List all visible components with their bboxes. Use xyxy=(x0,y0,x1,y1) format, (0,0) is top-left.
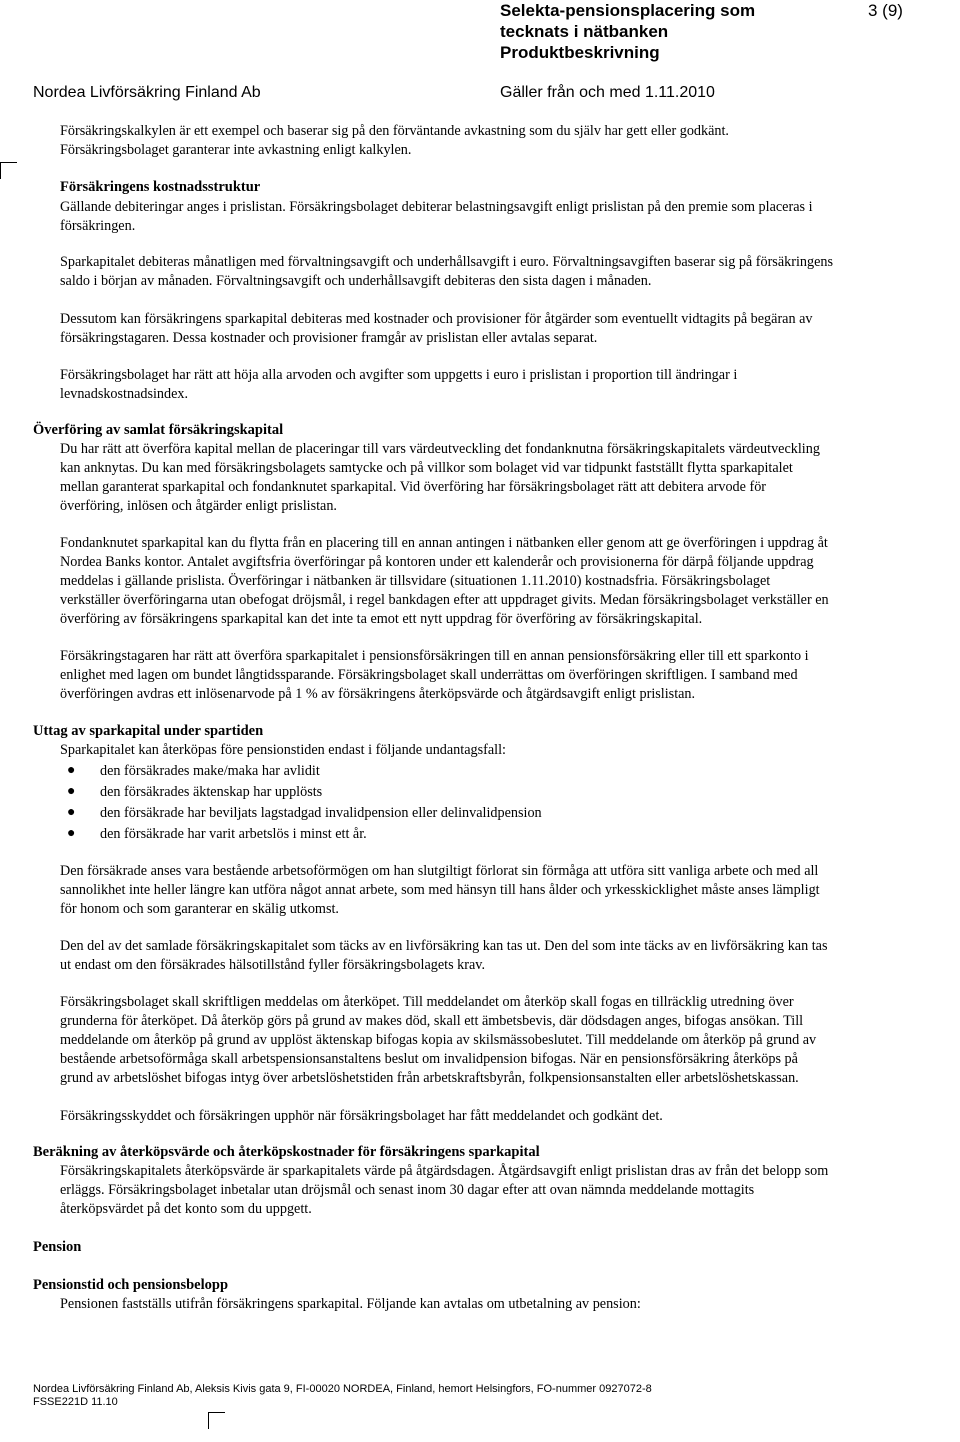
intro-line-2: Försäkringsbolaget garanterar inte avkastning enligt kalkylen. xyxy=(60,142,412,158)
bullet-2: ● xyxy=(67,784,76,799)
withdrawal-p2-line-1: Den del av det samlade försäkringskapitalet som täcks av en livförsäkring kan tas ut. Den del som inte täcks av en livförsäkring kan tas xyxy=(60,938,828,954)
transfer-p1-line-4: överföring, inlösen och åtgärder enligt prislistan. xyxy=(60,498,337,514)
intro-line-1: Försäkringskalkylen är ett exempel och baserar sig på den förväntande avkastning som du själv har gett eller godkänt. xyxy=(60,123,729,139)
withdrawal-bullet-1: den försäkrades make/maka har avlidit xyxy=(100,763,320,779)
withdrawal-bullet-2: den försäkrades äktenskap har upplösts xyxy=(100,784,323,800)
corner-mark-top xyxy=(0,162,17,179)
cost-p1-line-1: Gällande debiteringar anges i prislistan. Försäkringsbolaget debiterar belastningsavgift enligt prislistan på den premie som placeras i xyxy=(60,199,813,215)
bullet-3: ● xyxy=(67,805,76,820)
transfer-p2-line-5: överföring av försäkringens sparkapital kan det inte ta emot ett nytt uppdrag för överföring av försäkringskapital. xyxy=(60,611,703,627)
title-line-3: Produktbeskrivning xyxy=(500,43,660,62)
withdrawal-p3-line-5: grund av arbetslöshet bifogas intyg över arbetslöshetstiden från arbetskraftsbyrån, folkpensionsanstalten eller arbetslöshetskassan. xyxy=(60,1070,799,1086)
withdrawal-p1-line-1: Den försäkrade anses vara bestående arbetsoförmögen om han slutgiltigt förlorat sin förmåga att utföra sitt vanliga arbete och med all xyxy=(60,863,819,879)
withdrawal-p2-line-2: ut endast om den försäkrades hälsotillstånd fyller försäkringsbolagets krav. xyxy=(60,957,485,973)
transfer-p1-line-1: Du har rätt att överföra kapital mellan de placeringar till vars värdeutveckling det fondanknutna försäkringskapitalets värdeutveckling xyxy=(60,441,820,457)
cost-p3-line-2: försäkringstagaren. Dessa kostnader och provisioner framgår av prislistan eller avtalas separat. xyxy=(60,330,598,346)
calculation-heading: Beräkning av återköpsvärde och återköpskostnader för försäkringens sparkapital xyxy=(33,1144,540,1160)
withdrawal-p3-line-2: grunderna för återköpet. Då återköp görs på grund av makes död, skall ett ämbetsbevis, där dödsdagen anges, bifogas ansökan. Till xyxy=(60,1013,804,1029)
transfer-p2-line-1: Fondanknutet sparkapital kan du flytta från en placering till en annan antingen i nätbanken eller genom att ge överföringen i uppdrag åt xyxy=(60,535,828,551)
footer-address: Nordea Livförsäkring Finland Ab, Aleksis Kivis gata 9, FI-00020 NORDEA, Finland, hemort Helsingfors, FO-nummer 0927072-8 xyxy=(33,1383,652,1395)
withdrawal-p1-line-2: sannolikhet inte heller längre kan utföra något annat arbete, som med hänsyn till hans ålder och yrkesskicklighet måste anses lämpligt xyxy=(60,882,820,898)
calc-p1-line-2: erläggs. Försäkringsbolaget inbetalar utan dröjsmål och senast inom 30 dagar efter att ovan nämnda meddelande mottagits xyxy=(60,1182,755,1198)
valid-from-date: Gäller från och med 1.11.2010 xyxy=(500,84,715,101)
transfer-p2-line-3: meddelas i gällande prislista. Överföringar i nätbanken är tillsvidare (situationen 1.11.2010) kostnadsfria. Försäkringsbolaget xyxy=(60,573,771,589)
withdrawal-p1-line-3: för honom och som garanterar en skälig utkomst. xyxy=(60,901,339,917)
withdrawal-bullet-3: den försäkrade har beviljats lagstadgad invalidpension eller delinvalidpension xyxy=(100,805,542,821)
withdrawal-p4: Försäkringsskyddet och försäkringen upphör när försäkringsbolaget har fått meddelandet och godkänt det. xyxy=(60,1108,663,1124)
withdrawal-heading: Uttag av sparkapital under spartiden xyxy=(33,723,264,739)
transfer-p1-line-2: kan anknytas. Du kan med försäkringsbolagets samtycke och på villkor som bolaget vid var tidpunkt fastställt flytta sparkapitalet xyxy=(60,460,793,476)
withdrawal-p3-line-4: bestående arbetsoförmåga skall arbetspensionsanstaltens beslut om invalidpension bifogas. När en pensionsförsäkring återköps på xyxy=(60,1051,798,1067)
cost-structure-heading: Försäkringens kostnadsstruktur xyxy=(60,179,261,195)
transfer-p1-line-3: mellan garanterat sparkapital och fondanknutet sparkapital. Vid överföring har försäkringsbolaget rätt att debitera arvode för xyxy=(60,479,767,495)
cost-p3-line-1: Dessutom kan försäkringens sparkapital debiteras med kostnader och provisioner för åtgärder som eventuellt vidtagits på begäran av xyxy=(60,311,813,327)
corner-mark-bottom xyxy=(208,1412,225,1429)
bullet-4: ● xyxy=(67,826,76,841)
transfer-p3-line-1: Försäkringstagaren har rätt att överföra sparkapitalet i pensionsförsäkringen till en annan pensionsförsäkring eller till ett sparkonto i xyxy=(60,648,809,664)
page-number: 3 (9) xyxy=(868,1,903,20)
cost-p4-line-2: levnadskostnadsindex. xyxy=(60,386,189,402)
transfer-p3-line-2: enlighet med lagen om bundet långtidssparande. Försäkringsbolaget skall underrättas om överföringen skriftligen. I samband med xyxy=(60,667,798,683)
calc-p1-line-1: Försäkringskapitalets återköpsvärde är sparkapitalets värde på åtgärdsdagen. Åtgärdsavgift enligt prislistan dras av från det belopp som xyxy=(60,1163,829,1179)
withdrawal-bullet-4: den försäkrade har varit arbetslös i minst ett år. xyxy=(100,826,367,842)
document-title xyxy=(500,0,755,63)
transfer-heading: Överföring av samlat försäkringskapital xyxy=(33,422,284,438)
pension-p1: Pensionen fastställs utifrån försäkringens sparkapital. Följande kan avtalas om utbetalning av pension: xyxy=(60,1296,641,1312)
title-line-2: tecknats i nätbanken xyxy=(500,22,669,41)
cost-p2-line-1: Sparkapitalet debiteras månatligen med förvaltningsavgift och underhållsavgift i euro. Förvaltningsavgiften baserar sig på försäkringens xyxy=(60,254,833,270)
calc-p1-line-3: återköpsvärdet på det konto som du uppgett. xyxy=(60,1201,312,1217)
withdrawal-intro: Sparkapitalet kan återköpas före pensionstiden endast i följande undantagsfall: xyxy=(60,742,506,758)
footer-code: FSSE221D 11.10 xyxy=(33,1396,118,1408)
transfer-p3-line-3: överföringen avdras ett inlösenarvode på 1 % av försäkringens återköpsvärde och åtgärdsavgift enligt prislistan. xyxy=(60,686,696,702)
pension-subheading: Pensionstid och pensionsbelopp xyxy=(33,1277,229,1293)
title-line-1: Selekta-pensionsplacering som xyxy=(500,1,756,20)
withdrawal-p3-line-1: Försäkringsbolaget skall skriftligen meddelas om återköpet. Till meddelandet om återköp skall fogas en tillräcklig utredning över xyxy=(60,994,794,1010)
cost-p4-line-1: Försäkringsbolaget har rätt att höja alla arvoden och avgifter som uppgetts i euro i prislistan i proportion till ändringar i xyxy=(60,367,738,383)
transfer-p2-line-2: Nordea Banks kontor. Antalet avgiftsfria överföringar på kontoren under ett kalenderår och provisionerna för därpå följande uppdrag xyxy=(60,554,814,570)
company-name: Nordea Livförsäkring Finland Ab xyxy=(33,84,261,101)
bullet-1: ● xyxy=(67,763,76,778)
cost-p2-line-2: saldo i början av månaden. Förvaltningsavgift och underhållsavgift debiteras den sista dagen i månaden. xyxy=(60,273,652,289)
transfer-p2-line-4: verkställer överföringarna utan obefogat dröjsmål, i regel bankdagen efter att uppdraget givits. Medan försäkringsbolaget verkställer en xyxy=(60,592,829,608)
cost-p1-line-2: försäkringen. xyxy=(60,218,136,234)
pension-heading: Pension xyxy=(33,1239,82,1255)
withdrawal-p3-line-3: meddelande om återköp på grund av upplöst äktenskap bifogas kopia av skilsmässobeslutet. Till meddelande om återköp på grund av xyxy=(60,1032,817,1048)
